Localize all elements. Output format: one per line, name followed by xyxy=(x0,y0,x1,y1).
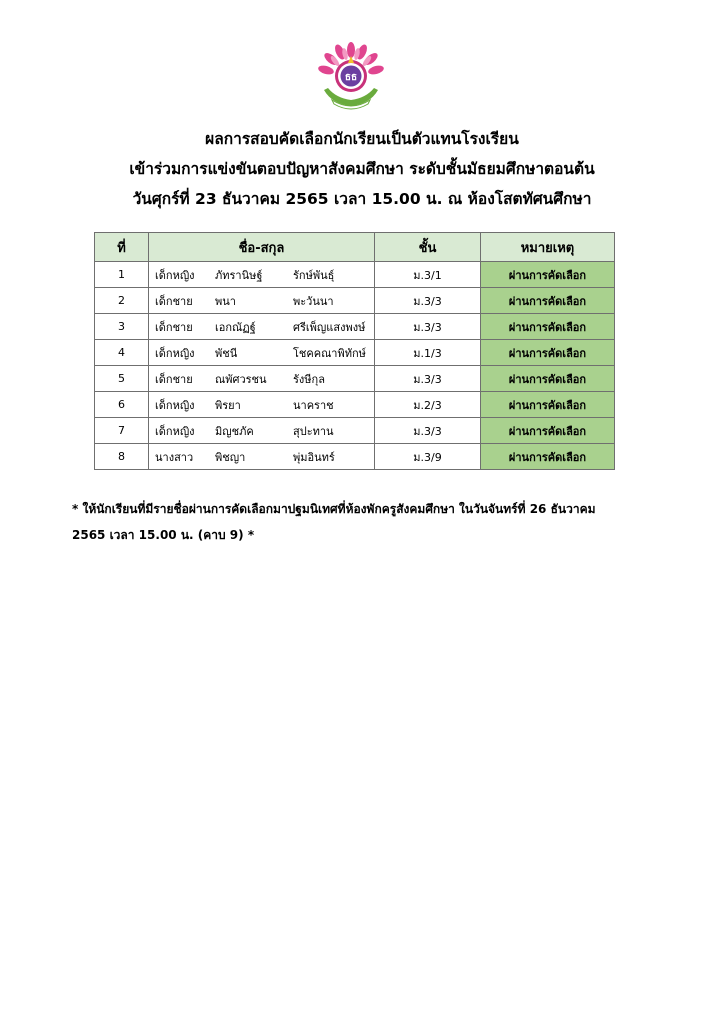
first-name: พัชนี xyxy=(215,346,238,360)
last-name: รักษ์พันธุ์ xyxy=(293,268,335,282)
header-class: ชั้น xyxy=(375,233,481,262)
cell-name xyxy=(149,392,375,418)
cell-class: ม.3/3 xyxy=(375,288,481,314)
first-name: ณพัศวรชน xyxy=(215,372,267,386)
name-prefix: เด็กหญิง xyxy=(155,398,195,412)
cell-name xyxy=(149,262,375,288)
cell-status: ผ่านการคัดเลือก xyxy=(481,392,615,418)
table-row xyxy=(95,288,615,314)
name-prefix: เด็กชาย xyxy=(155,372,193,386)
cell-class: ม.3/1 xyxy=(375,262,481,288)
table-row xyxy=(95,314,615,340)
header-remark: หมายเหตุ xyxy=(481,233,615,262)
cell-no: 7 xyxy=(95,418,149,444)
first-name: พนา xyxy=(215,294,236,308)
cell-class: ม.2/3 xyxy=(375,392,481,418)
last-name: ศรีเพ็ญแสงพงษ์ xyxy=(293,320,366,334)
last-name: พะวันนา xyxy=(293,294,334,308)
header-no: ที่ xyxy=(95,233,149,262)
school-emblem-logo xyxy=(318,42,384,114)
cell-no: 6 xyxy=(95,392,149,418)
cell-no: 8 xyxy=(95,444,149,470)
last-name: โชคคณาพิทักษ์ xyxy=(293,346,366,360)
cell-status: ผ่านการคัดเลือก xyxy=(481,444,615,470)
title-line-3: วันศุกร์ที่ 23 ธันวาคม 2565 เวลา 15.00 น. ณ ห้องโสตทัศนศึกษา xyxy=(132,190,592,208)
cell-name xyxy=(149,288,375,314)
name-prefix: นางสาว xyxy=(155,450,194,464)
name-prefix: เด็กหญิง xyxy=(155,424,195,438)
first-name: มิญชภัค xyxy=(215,424,254,438)
cell-name xyxy=(149,418,375,444)
cell-no: 5 xyxy=(95,366,149,392)
first-name: เอกณัฏฐ์ xyxy=(215,320,256,334)
cell-class: ม.1/3 xyxy=(375,340,481,366)
table-header-row xyxy=(95,233,615,262)
cell-no: 4 xyxy=(95,340,149,366)
table-row xyxy=(95,366,615,392)
last-name: รังษีกุล xyxy=(293,372,325,386)
title-line-1: ผลการสอบคัดเลือกนักเรียนเป็นตัวแทนโรงเรียน xyxy=(205,130,519,148)
cell-name xyxy=(149,314,375,340)
cell-no: 1 xyxy=(95,262,149,288)
last-name: พุ่มอินทร์ xyxy=(293,450,335,464)
table-row xyxy=(95,340,615,366)
cell-status: ผ่านการคัดเลือก xyxy=(481,340,615,366)
last-name: สุปะทาน xyxy=(293,424,334,438)
note-line-2: 2565 เวลา 15.00 น. (คาบ 9) * xyxy=(72,528,255,542)
cell-name xyxy=(149,340,375,366)
first-name: พิชญา xyxy=(215,450,246,464)
title-block xyxy=(0,124,724,214)
table-row xyxy=(95,262,615,288)
table-row xyxy=(95,392,615,418)
header-name: ชื่อ-สกุล xyxy=(149,233,375,262)
note-line-1: * ให้นักเรียนที่มีรายชื่อผ่านการคัดเลือกมาปฐมนิเทศที่ห้องพักครูสังคมศึกษา ในวันจันทร์ที่ 26 ธันวาคม xyxy=(72,502,596,516)
cell-status: ผ่านการคัดเลือก xyxy=(481,262,615,288)
first-name: พิรยา xyxy=(215,398,241,412)
cell-name xyxy=(149,366,375,392)
first-name: ภัทรานิษฐ์ xyxy=(215,268,263,282)
name-prefix: เด็กชาย xyxy=(155,320,193,334)
cell-status: ผ่านการคัดเลือก xyxy=(481,314,615,340)
cell-class: ม.3/3 xyxy=(375,314,481,340)
cell-name xyxy=(149,444,375,470)
announcement-note xyxy=(72,496,662,548)
cell-no: 2 xyxy=(95,288,149,314)
cell-class: ม.3/9 xyxy=(375,444,481,470)
svg-text:ธธ: ธธ xyxy=(344,72,358,83)
cell-class: ม.3/3 xyxy=(375,418,481,444)
title-line-2: เข้าร่วมการแข่งขันตอบปัญหาสังคมศึกษา ระดับชั้นมัธยมศึกษาตอนต้น xyxy=(129,160,595,178)
table-row xyxy=(95,444,615,470)
cell-class: ม.3/3 xyxy=(375,366,481,392)
name-prefix: เด็กหญิง xyxy=(155,346,195,360)
results-table xyxy=(94,232,615,470)
last-name: นาคราช xyxy=(293,398,334,412)
cell-status: ผ่านการคัดเลือก xyxy=(481,418,615,444)
cell-status: ผ่านการคัดเลือก xyxy=(481,366,615,392)
name-prefix: เด็กหญิง xyxy=(155,268,195,282)
cell-no: 3 xyxy=(95,314,149,340)
table-row xyxy=(95,418,615,444)
name-prefix: เด็กชาย xyxy=(155,294,193,308)
cell-status: ผ่านการคัดเลือก xyxy=(481,288,615,314)
